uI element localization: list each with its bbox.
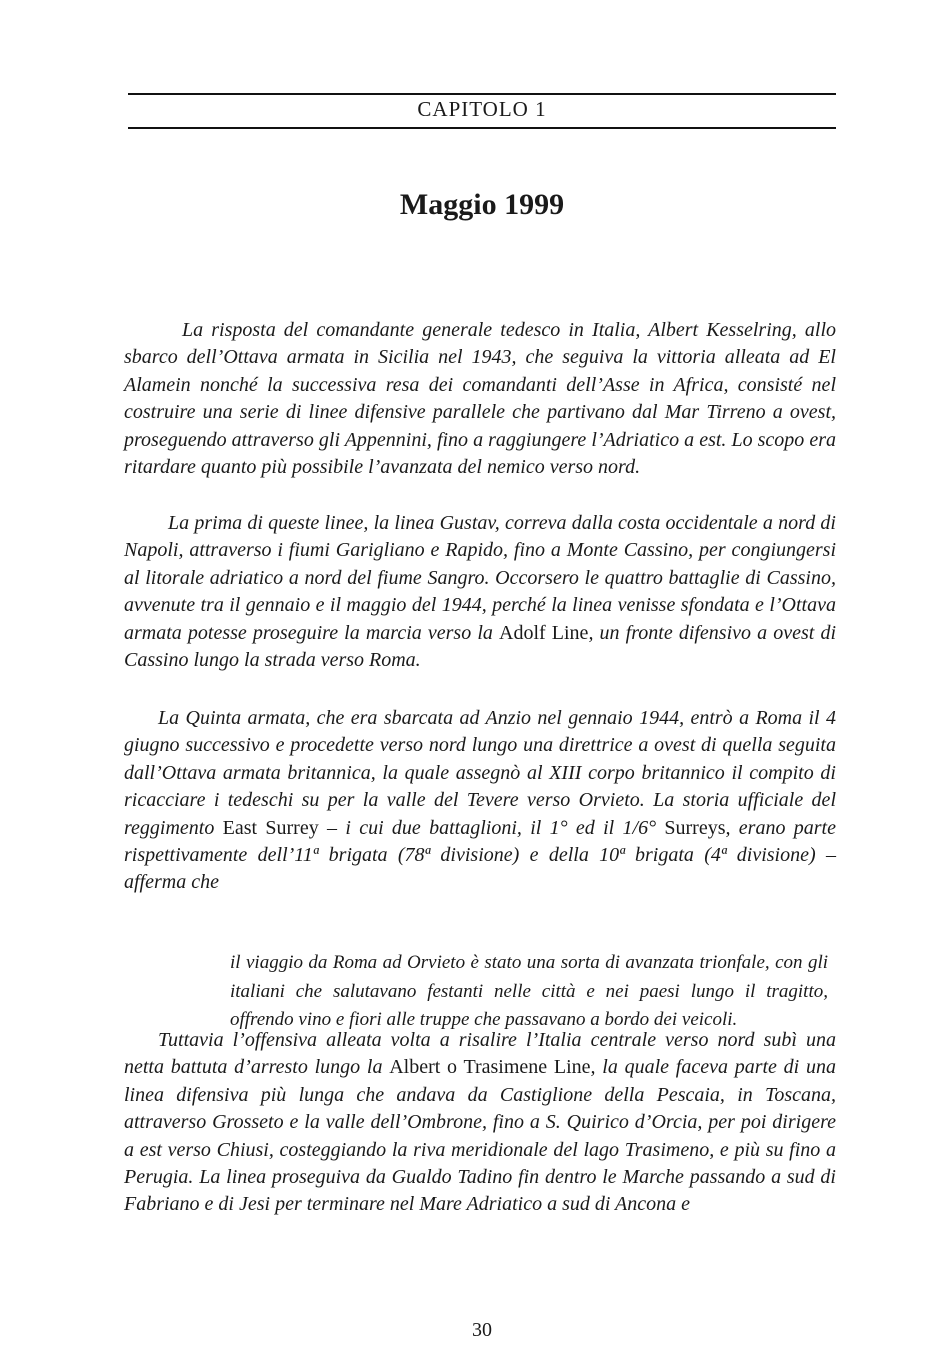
- block-quote: il viaggio da Roma ad Orvieto è stato una sorta di avanzata trionfale, con gli italiani che salutavano festanti nelle città e nei paesi lungo il tragitto, offrendo vino e fiori alle truppe che passavano a bordo dei veicoli.: [230, 952, 828, 1031]
- paragraph-3-text-b: – i cui due battaglioni, il 1° ed il 1/6°: [318, 816, 665, 839]
- header-rule-top: [128, 93, 836, 95]
- paragraph-2-text-b: , un fronte difensivo a ovest di Cassino lungo la strada verso Roma.: [124, 621, 837, 672]
- surreys-term: Surreys: [664, 816, 726, 839]
- paragraph-3: [124, 705, 836, 897]
- header-rule-bottom: [128, 127, 836, 129]
- chapter-heading: CAPITOLO 1: [417, 97, 547, 121]
- paragraph-3-text-c: , erano parte rispettivamente dell’11ª brigata (78ª divisione) e della 10ª brigata (4ª divisione) – afferma che: [124, 816, 836, 894]
- page-title: Maggio 1999: [399, 188, 565, 221]
- adolf-line-term: Adolf Line: [499, 621, 589, 644]
- page-number: 30: [472, 1319, 492, 1341]
- albert-line-term: Albert o Trasimene Line: [389, 1056, 591, 1079]
- paragraph-3-text-a: La Quinta armata, che era sbarcata ad Anzio nel gennaio 1944, entrò a Roma il 4 giugno successivo e procedette verso nord lungo una direttrice a ovest di quella seguita dall’Ottava armata britannica, la quale assegnò al XIII corpo britannico il compito di ricacciare i tedeschi su per la valle del Tevere verso Orvieto. La storia ufficiale del reggimento: [124, 707, 836, 839]
- paragraph-4-text-a: Tuttavia l’offensiva alleata volta a risalire l’Italia centrale verso nord subì una netta battuta d’arresto lungo la: [124, 1029, 836, 1079]
- paragraph-1: [124, 317, 836, 481]
- paragraph-2: [124, 510, 836, 674]
- paragraph-4-text-b: , la quale faceva parte di una linea difensiva più lunga che andava da Castiglione della Pescaia, in Toscana, attraverso Grosseto e la valle dell’Ombrone, fino a S. Quirico d’Orcia, per poi dirigere a est verso Chiusi, costeggiando la riva meridionale del lago Trasimeno, e più su fino a Perugia. La linea proseguiva da Gualdo Tadino fin dentro le Marche passando a sud di Fabriano e di Jesi per terminare nel Mare Adriatico a sud di Ancona e: [124, 1056, 836, 1216]
- paragraph-2-text-a: La prima di queste linee, la linea Gustav, correva dalla costa occidentale a nord di Napoli, attraverso i fiumi Garigliano e Rapido, fino a Monte Cassino, per congiungersi al litorale adriatico a nord del fiume Sangro. Occorsero le quattro battaglie di Cassino, avvenute tra il gennaio e il maggio del 1944, perché la linea venisse sfondata e l’Ottava armata potesse proseguire la marcia verso la: [124, 512, 836, 644]
- east-surrey-term: East Surrey: [222, 816, 319, 839]
- paragraph-1-text: La risposta del comandante generale tedesco in Italia, Albert Kesselring, allo sbarco dell’Ottava armata in Sicilia nel 1943, che seguiva la vittoria alleata ad El Alamein nonché la successiva resa dei comandanti dell’Asse in Africa, consisté nel costruire una serie di linee difensive parallele che partivano dal Mar Tirreno a ovest, proseguendo attraverso gli Appennini, fino a raggiungere l’Adriatico a est. Lo scopo era ritardare quanto più possibile l’avanzata del nemico verso nord.: [124, 319, 836, 479]
- paragraph-4: [124, 1027, 836, 1219]
